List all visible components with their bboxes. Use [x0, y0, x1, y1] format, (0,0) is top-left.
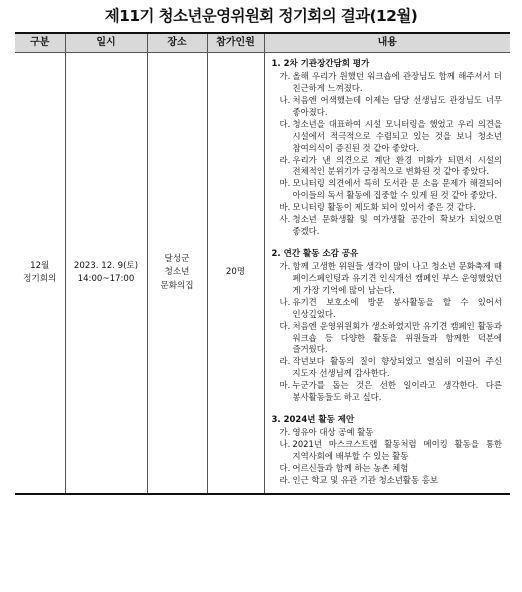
meeting-date: 2023. 12. 9(토) — [73, 260, 139, 271]
list-item-marker: 마. — [279, 380, 291, 391]
content-sections — [272, 58, 503, 487]
header-category: 구분 — [15, 33, 65, 53]
section-title: 1. 2차 기관장간담회 평가 — [271, 59, 370, 69]
category-cell — [15, 53, 65, 494]
header-place: 장소 — [147, 33, 207, 53]
list-item-text: 우리가 낸 의견으로 계단 환경 미화가 되면서 시설의 전체적인 분위기가 긍정적으로 변화된 것 같아 좋았다. — [292, 154, 502, 177]
place-line-2: 청소년 — [164, 267, 190, 278]
content-section — [272, 248, 503, 404]
meeting-time: 14:00~17:00 — [77, 273, 135, 284]
list-item-text: 유기견 보호소에 방문 봉사활동을 할 수 있어서 인상깊었다. — [292, 296, 502, 319]
list-item-text: 모니터링 의견에서 특히 도서관 문 소음 문제가 해결되어 아이들의 독서 활동에 집중할 수 있게 된 것 같아 좋았다. — [292, 178, 502, 201]
list-item-marker: 가. — [279, 261, 291, 272]
list-item-text: 영유아 대상 공예 활동 — [292, 427, 374, 438]
list-item-marker: 나. — [279, 296, 291, 307]
list-item — [272, 71, 503, 95]
list-item-marker: 라. — [279, 154, 291, 165]
list-item — [272, 321, 503, 357]
category-month: 12월 — [30, 260, 50, 271]
list-item-text: 함께 고생한 위원들 생각이 많이 나고 청소년 문화축제 때 페이스페인팅과 유기견 인식개선 캠페인 부스 운영했었던 게 가장 기억에 많이 남는다. — [292, 261, 502, 295]
header-datetime: 일시 — [65, 33, 147, 53]
list-item-text: 처음엔 어색했는데 이제는 담당 선생님도 관장님도 너무 좋아졌다. — [292, 94, 502, 117]
list-item — [272, 119, 503, 155]
table-row — [15, 53, 510, 494]
list-item-marker: 가. — [279, 71, 291, 82]
list-item-marker: 다. — [279, 462, 291, 473]
list-item-text: 인근 학교 및 유관 기관 청소년활동 홍보 — [292, 474, 438, 485]
list-item-text: 2021년 마스크스트랩 활동처럼 메이킹 활동을 통한 지역사회에 배부할 수 있는 활동 — [292, 439, 502, 461]
list-item — [272, 356, 503, 380]
list-item — [272, 95, 503, 119]
list-item — [272, 439, 503, 463]
place-line-1: 달성군 — [164, 253, 190, 264]
list-item — [272, 297, 503, 321]
table-header-row — [15, 33, 510, 53]
content-section — [272, 414, 503, 487]
results-table — [15, 32, 510, 495]
list-item-text: 처음엔 운영위원회가 생소하였지만 유기견 캠페인 활동과 워크숍 등 다양한 활동을 위원들과 함께한 덕분에 즐거웠다. — [292, 320, 502, 355]
header-content: 내용 — [264, 33, 510, 53]
list-item-marker: 라. — [279, 356, 291, 367]
section-title: 3. 2024년 활동 제안 — [271, 415, 355, 426]
page-title: 제11기 청소년운영위원회 정기회의 결과(12월) — [104, 7, 418, 25]
list-item-marker: 사. — [279, 214, 291, 225]
list-item-marker: 바. — [279, 202, 291, 213]
list-item-text: 청소년 문화생활 및 여가생활 공간이 확보가 되었으면 좋겠다. — [292, 214, 502, 237]
list-item-marker: 다. — [279, 118, 291, 129]
list-item-text: 작년보다 활동의 질이 향상되었고 열심히 이끌어 주신 지도자 선생님께 감사한다. — [292, 356, 502, 379]
list-item-text: 어르신들과 함께 하는 농촌 체험 — [292, 462, 409, 473]
content-cell — [264, 53, 510, 494]
list-item — [272, 463, 503, 475]
list-item — [272, 427, 503, 439]
list-item-marker: 나. — [279, 94, 291, 105]
list-item — [272, 155, 503, 179]
datetime-cell — [65, 53, 147, 494]
content-section — [272, 58, 503, 238]
list-item-text: 청소년을 대표하여 시설 모니터링을 했었고 우리 의견을 시설에서 적극적으로 수렴되고 있는 것을 보니 청소년 참여의식이 증진된 것 같아 좋았다. — [292, 118, 502, 153]
list-item-text: 누군가를 돕는 것은 선한 일이라고 생각한다. 다른 봉사활동들도 하고 싶다. — [292, 380, 502, 403]
section-title: 2. 연간 활동 소감 공유 — [271, 248, 359, 259]
list-item-marker: 가. — [279, 427, 291, 438]
category-type: 정기회의 — [23, 273, 57, 284]
list-item-marker: 마. — [279, 178, 291, 189]
list-item-text: 올해 우리가 원했던 워크숍에 관장님도 함께 해주셔서 더 친근하게 느껴졌다. — [292, 71, 502, 93]
list-item-text: 모니터링 활동이 제도화 되어 있어서 좋은 것 같다. — [292, 202, 476, 213]
list-item — [272, 178, 503, 202]
participants-cell: 20명 — [207, 53, 264, 494]
list-item — [272, 380, 503, 404]
list-item — [272, 261, 503, 297]
list-item — [272, 475, 503, 487]
place-line-3: 문화의집 — [160, 280, 194, 291]
list-item-marker: 라. — [279, 474, 291, 485]
place-cell — [147, 53, 207, 494]
list-item — [272, 202, 503, 214]
header-participants: 참가인원 — [207, 33, 264, 53]
list-item-marker: 나. — [279, 439, 291, 450]
list-item-marker: 다. — [279, 320, 291, 331]
list-item — [272, 214, 503, 238]
